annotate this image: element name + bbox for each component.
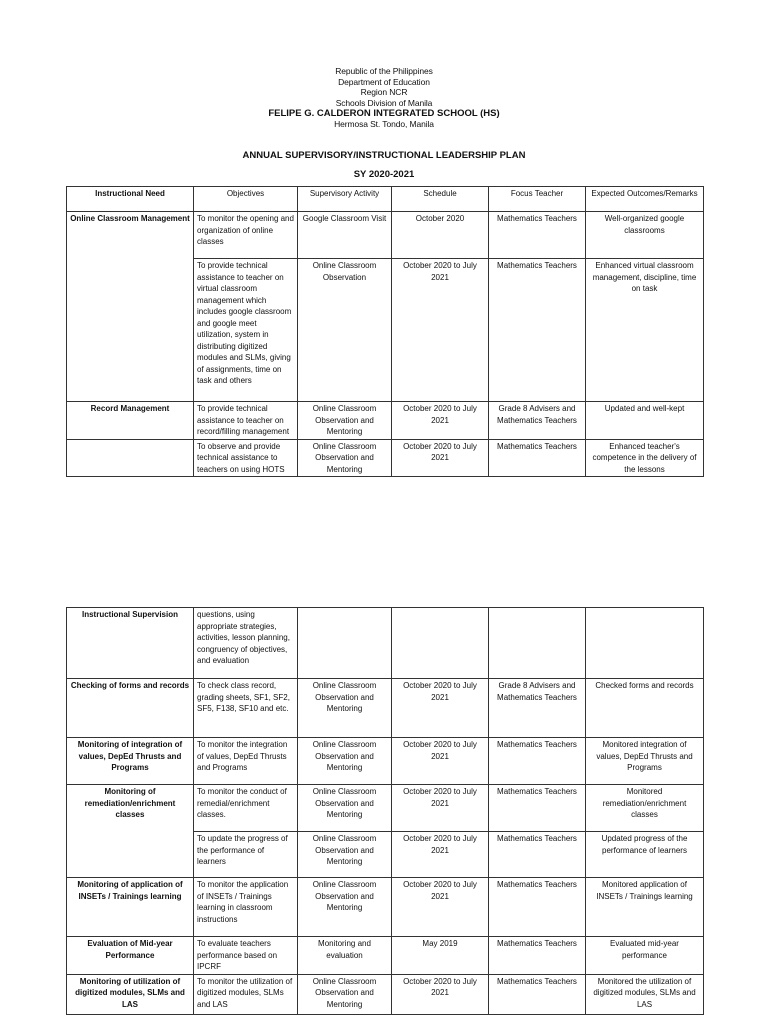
table-row: [67, 878, 704, 937]
header-school-name: FELIPE G. CALDERON INTEGRATED SCHOOL (HS): [268, 108, 500, 119]
objective-cell: questions, using appropriate strategies, activities, lesson planning, congruency of objectives, and evaluation: [194, 608, 298, 679]
header-address: Hermosa St. Tondo, Manila: [334, 119, 434, 129]
objective-cell: To monitor the application of INSETs / Trainings learning in classroom instructions: [194, 878, 298, 937]
activity-cell: Online Classroom Observation and Mentoring: [298, 439, 392, 477]
need-cell: Monitoring of remediation/enrichment classes: [67, 785, 194, 878]
focus-teacher-cell: Mathematics Teachers: [489, 738, 586, 785]
activity-cell: Monitoring and evaluation: [298, 937, 392, 975]
table-header-row: [67, 187, 704, 212]
col-header-need: Instructional Need: [67, 187, 194, 212]
outcome-cell: Well-organized google classrooms: [586, 212, 704, 259]
outcome-cell: Monitored integration of values, DepEd Thrusts and Programs: [586, 738, 704, 785]
schedule-cell-empty: [392, 608, 489, 679]
plan-table-page-1: [66, 186, 704, 477]
table-row: [67, 738, 704, 785]
activity-cell: Online Classroom Observation and Mentoring: [298, 679, 392, 738]
need-cell: Checking of forms and records: [67, 679, 194, 738]
plan-title: ANNUAL SUPERVISORY/INSTRUCTIONAL LEADERSHIP PLAN: [242, 149, 526, 161]
objective-cell: To provide technical assistance to teacher on record/filling management: [194, 402, 298, 440]
objective-cell: To observe and provide technical assistance to teachers on using HOTS: [194, 439, 298, 477]
activity-cell: Online Classroom Observation: [298, 259, 392, 402]
schedule-cell: October 2020 to July 2021: [392, 878, 489, 937]
outcome-cell: Monitored the utilization of digitized modules, SLMs and LAS: [586, 974, 704, 1014]
focus-teacher-cell: Mathematics Teachers: [489, 974, 586, 1014]
objective-cell: To monitor the conduct of remedial/enrichment classes.: [194, 785, 298, 832]
objective-cell: To update the progress of the performance of learners: [194, 832, 298, 878]
need-cell: Instructional Supervision: [67, 608, 194, 679]
activity-cell: Online Classroom Observation and Mentoring: [298, 974, 392, 1014]
header-region: Region NCR: [360, 87, 408, 97]
need-cell: Monitoring of integration of values, DepEd Thrusts and Programs: [67, 738, 194, 785]
col-header-focus-teacher: Focus Teacher: [489, 187, 586, 212]
objective-cell: To monitor the opening and organization of online classes: [194, 212, 298, 259]
activity-cell: Online Classroom Observation and Mentoring: [298, 878, 392, 937]
schedule-cell: May 2019: [392, 937, 489, 975]
objective-cell: To check class record, grading sheets, SF1, SF2, SF5, F138, SF10 and etc.: [194, 679, 298, 738]
focus-teacher-cell: Mathematics Teachers: [489, 937, 586, 975]
schedule-cell: October 2020 to July 2021: [392, 679, 489, 738]
activity-cell: Online Classroom Observation and Mentoring: [298, 738, 392, 785]
outcome-cell: Updated progress of the performance of learners: [586, 832, 704, 878]
col-header-outcomes: Expected Outcomes/Remarks: [586, 187, 704, 212]
outcome-cell: Updated and well-kept: [586, 402, 704, 440]
table-row: [67, 679, 704, 738]
focus-teacher-cell: Mathematics Teachers: [489, 785, 586, 832]
table-row: [67, 402, 704, 440]
outcome-cell: Evaluated mid-year performance: [586, 937, 704, 975]
need-cell: Monitoring of utilization of digitized modules, SLMs and LAS: [67, 974, 194, 1014]
col-header-schedule: Schedule: [392, 187, 489, 212]
objective-cell: To monitor the integration of values, DepEd Thrusts and Programs: [194, 738, 298, 785]
focus-teacher-cell: Grade 8 Advisers and Mathematics Teachers: [489, 679, 586, 738]
table-row: [67, 608, 704, 679]
schedule-cell: October 2020: [392, 212, 489, 259]
objective-cell: To provide technical assistance to teacher on virtual classroom management which includes google classroom and google meet utilization, system in distributing digitized modules and SLMs, giving of assignments, time on task and others: [194, 259, 298, 402]
table-row: [67, 212, 704, 259]
header-department: Department of Education: [338, 76, 430, 87]
focus-teacher-cell: Mathematics Teachers: [489, 832, 586, 878]
focus-teacher-cell: Mathematics Teachers: [489, 259, 586, 402]
schedule-cell: October 2020 to July 2021: [392, 974, 489, 1014]
focus-teacher-cell: Mathematics Teachers: [489, 212, 586, 259]
plan-table-page-2: [66, 607, 704, 1015]
table-row: [67, 937, 704, 975]
need-cell: Evaluation of Mid-year Performance: [67, 937, 194, 975]
need-cell: Monitoring of application of INSETs / Trainings learning: [67, 878, 194, 937]
activity-cell-empty: [298, 608, 392, 679]
header-republic: Republic of the Philippines: [335, 66, 433, 76]
outcome-cell-empty: [586, 608, 704, 679]
activity-cell: Online Classroom Observation and Mentoring: [298, 402, 392, 440]
table-row: [67, 439, 704, 477]
outcome-cell: Enhanced virtual classroom management, discipline, time on task: [586, 259, 704, 402]
schedule-cell: October 2020 to July 2021: [392, 785, 489, 832]
col-header-activity: Supervisory Activity: [298, 187, 392, 212]
need-cell: Online Classroom Management: [67, 212, 194, 402]
objective-cell: To monitor the utilization of digitized modules, SLMs and LAS: [194, 974, 298, 1014]
outcome-cell: Enhanced teacher's competence in the delivery of the lessons: [586, 439, 704, 477]
focus-teacher-cell: Grade 8 Advisers and Mathematics Teachers: [489, 402, 586, 440]
focus-teacher-cell: Mathematics Teachers: [489, 439, 586, 477]
schedule-cell: October 2020 to July 2021: [392, 832, 489, 878]
document-header: [0, 66, 768, 181]
activity-cell: Google Classroom Visit: [298, 212, 392, 259]
schedule-cell: October 2020 to July 2021: [392, 738, 489, 785]
school-year: SY 2020-2021: [353, 168, 415, 180]
activity-cell: Online Classroom Observation and Mentoring: [298, 832, 392, 878]
need-cell: Record Management: [67, 402, 194, 440]
col-header-objectives: Objectives: [194, 187, 298, 212]
activity-cell: Online Classroom Observation and Mentoring: [298, 785, 392, 832]
schedule-cell: October 2020 to July 2021: [392, 259, 489, 402]
table-row: [67, 785, 704, 832]
outcome-cell: Monitored remediation/enrichment classes: [586, 785, 704, 832]
need-cell-empty: [67, 439, 194, 477]
table-row: [67, 974, 704, 1014]
focus-teacher-cell: Mathematics Teachers: [489, 878, 586, 937]
outcome-cell: Monitored application of INSETs / Trainings learning: [586, 878, 704, 937]
schedule-cell: October 2020 to July 2021: [392, 439, 489, 477]
header-division: Schools Division of Manila: [335, 97, 433, 108]
objective-cell: To evaluate teachers performance based on IPCRF: [194, 937, 298, 975]
outcome-cell: Checked forms and records: [586, 679, 704, 738]
focus-teacher-cell-empty: [489, 608, 586, 679]
schedule-cell: October 2020 to July 2021: [392, 402, 489, 440]
